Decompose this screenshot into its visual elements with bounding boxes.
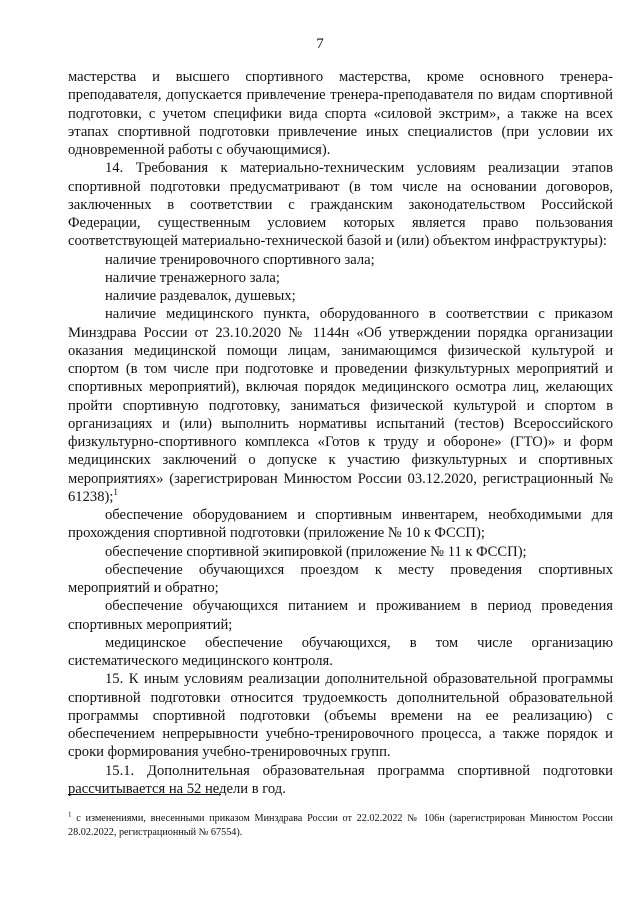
list-item: наличие тренажерного зала; (105, 269, 280, 286)
page-number: 7 (316, 36, 324, 52)
list-item: обеспечение оборудованием и спортивным инвентарем, необходимыми для прохождения спортивной подготовки (приложение № 10 к ФССП); (68, 507, 613, 542)
paragraph-15-1: 15.1. Дополнительная образовательная программа спортивной подготовки рассчитывается на 52 недели в год. (68, 762, 613, 797)
list-item: обеспечение спортивной экипировкой (приложение № 11 к ФССП); (105, 543, 527, 560)
document-body (68, 68, 613, 798)
footnote-divider (68, 794, 221, 795)
list-item: обеспечение обучающихся питанием и проживанием в период проведения спортивных мероприятий; (68, 598, 613, 633)
list-item: наличие раздевалок, душевых; (105, 288, 296, 304)
footnote (68, 812, 613, 839)
list-item-medical (68, 305, 613, 506)
paragraph-14: 14. Требования к материально-техническим условиям реализации этапов спортивной подготовки предусматривают (в том числе на основании договоров, заключенных в соответствии с гражданским законодательством Российской Федерации, существенным условием которых является право пользования соответствующей материально-технической базой и (или) объектом инфраструктуры): (68, 160, 613, 250)
footnote-reference: 1 (113, 486, 118, 497)
list-item-medical-text: наличие медицинского пункта, оборудованного в соответствии с приказом Минздрава России от 23.10.2020 № 1144н «Об утверждении порядка организации оказания медицинской помощи лицам, занимающимся физической культурой и спортом (в том числе при подготовке и проведении физкультурных мероприятий и спортивных мероприятий), включая порядок медицинского осмотра лиц, желающих пройти спортивную подготовку, заниматься физической культурой и спортом в организациях и (или) выполнить нормативы испытаний (тестов) Всероссийского физкультурно-спортивного комплекса «Готов к труду и обороне» (ГТО)» и форм медицинских заключений о допуске к участию физкультурных и спортивных мероприятиях» (зарегистрирован Минюстом России 03.12.2020, регистрационный № 61238); (68, 306, 613, 505)
list-item: медицинское обеспечение обучающихся, в том числе организацию систематического медицинского контроля. (68, 634, 613, 669)
list-item: обеспечение обучающихся проездом к месту проведения спортивных мероприятий и обратно; (68, 561, 613, 596)
footnote-text: с изменениями, внесенными приказом Минздрава России от 22.02.2022 № 106н (зарегистрирован Минюстом России 28.02.2022, регистрационный № 67554). (68, 813, 614, 838)
footnote-marker: 1 (68, 810, 72, 819)
paragraph-continuation: мастерства и высшего спортивного мастерства, кроме основного тренера-преподавателя, допускается привлечение тренера-преподавателя по видам спортивной подготовки, с учетом специфики вида спорта «силовой экстрим», а также на всех этапах спортивной подготовки привлечение иных специалистов (при условии их одновременной работы с обучающимися). (68, 69, 613, 158)
list-item: наличие тренировочного спортивного зала; (105, 251, 375, 268)
paragraph-15: 15. К иным условиям реализации дополнительной образовательной программы спортивной подготовки относится трудоемкость дополнительной образовательной программы спортивной подготовки (объемы времени на ее реализацию) с обеспечением непрерывности учебно-тренировочного процесса, а также порядок и сроки формирования учебно-тренировочных групп. (68, 671, 613, 761)
